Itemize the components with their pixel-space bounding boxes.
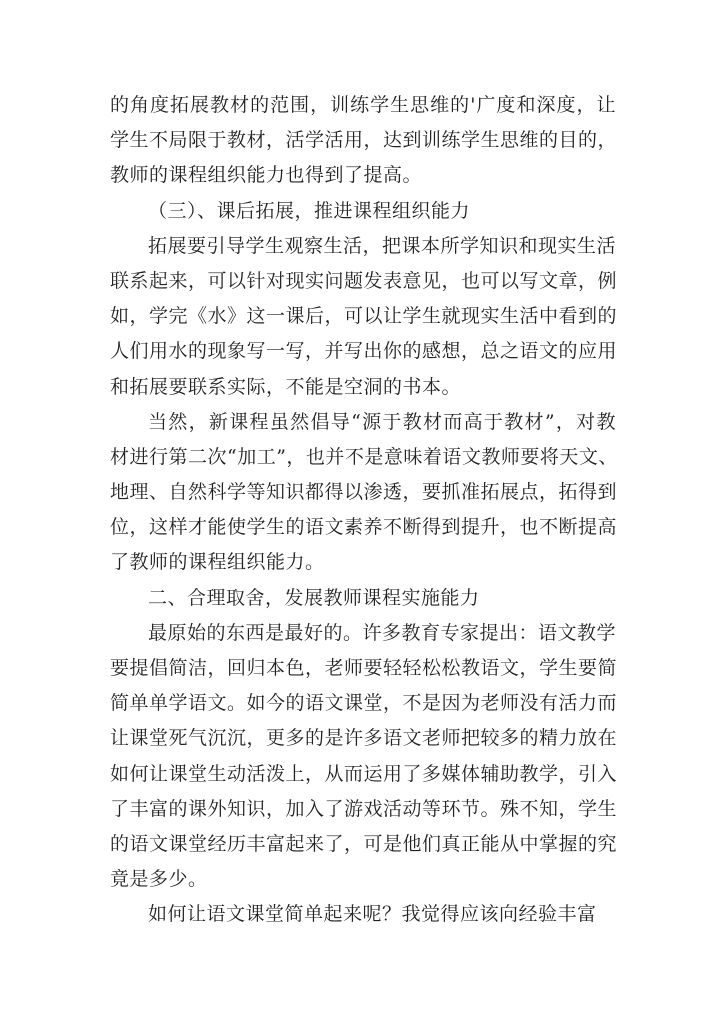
paragraph (110, 616, 616, 898)
text-line: 了丰富的课外知识，加入了游戏活动等环节。殊不知，学生 (110, 797, 618, 820)
text-line: 如，学完《水》这一课后，可以让学生就现实生活中看到的 (110, 305, 618, 328)
text-line: 位，这样才能使学生的语文素养不断得到提升，也不断提高 (110, 516, 618, 539)
text-line: 了教师的课程组织能力。 (110, 551, 325, 574)
text-line: 地理、自然科学等知识都得以渗透，要抓准拓展点，拓得到 (110, 481, 618, 504)
paragraph (110, 229, 616, 405)
text-line: 最原始的东西是最好的。许多教育专家提出：语文教学 (148, 621, 617, 644)
text-line: 要提倡简洁，回归本色，老师要轻轻松松教语文，学生要简 (110, 657, 618, 679)
text-line: 如何让课堂生动活泼上，从而运用了多媒体辅助教学，引入 (110, 762, 618, 785)
text-line: 如何让语文课堂简单起来呢？我觉得应该向经验丰富 (148, 903, 597, 926)
paragraph (110, 897, 616, 932)
text-line: 教师的课程组织能力也得到了提高。 (110, 164, 423, 187)
section-heading (110, 194, 616, 229)
heading-line: （三）、课后拓展，推进课程组织能力 (148, 199, 471, 222)
text-line: 竟是多少。 (110, 868, 208, 891)
paragraph (110, 405, 616, 581)
text-line: 和拓展要联系实际，不能是空洞的书本。 (110, 375, 462, 398)
section-heading (110, 581, 616, 616)
text-line: 的角度拓展教材的范围，训练学生思维的'广度和深度，让 (110, 94, 616, 116)
text-line: 当然，新课程虽然倡导“源于教材而高于教材”，对教 (148, 410, 616, 433)
text-line: 人们用水的现象写一写，并写出你的感想，总之语文的应用 (110, 340, 618, 363)
heading-line: 二、合理取舍，发展教师课程实施能力 (148, 586, 480, 609)
text-line: 简单单学语文。如今的语文课堂，不是因为老师没有活力而 (110, 692, 618, 715)
text-line: 材进行第二次“加工”，也并不是意味着语文教师要将天文、 (110, 445, 618, 468)
text-line: 让课堂死气沉沉，更多的是许多语文老师把较多的精力放在 (110, 727, 618, 750)
text-line: 联系起来，可以针对现实问题发表意见，也可以写文章，例 (110, 269, 618, 292)
text-line: 的语文课堂经历丰富起来了，可是他们真正能从中掌握的究 (110, 832, 618, 855)
document-page (110, 88, 616, 933)
paragraph (110, 88, 616, 194)
text-line: 学生不局限于教材，活学活用，达到训练学生思维的目的， (110, 129, 618, 152)
text-line: 拓展要引导学生观察生活，把课本所学知识和现实生活 (148, 234, 617, 257)
